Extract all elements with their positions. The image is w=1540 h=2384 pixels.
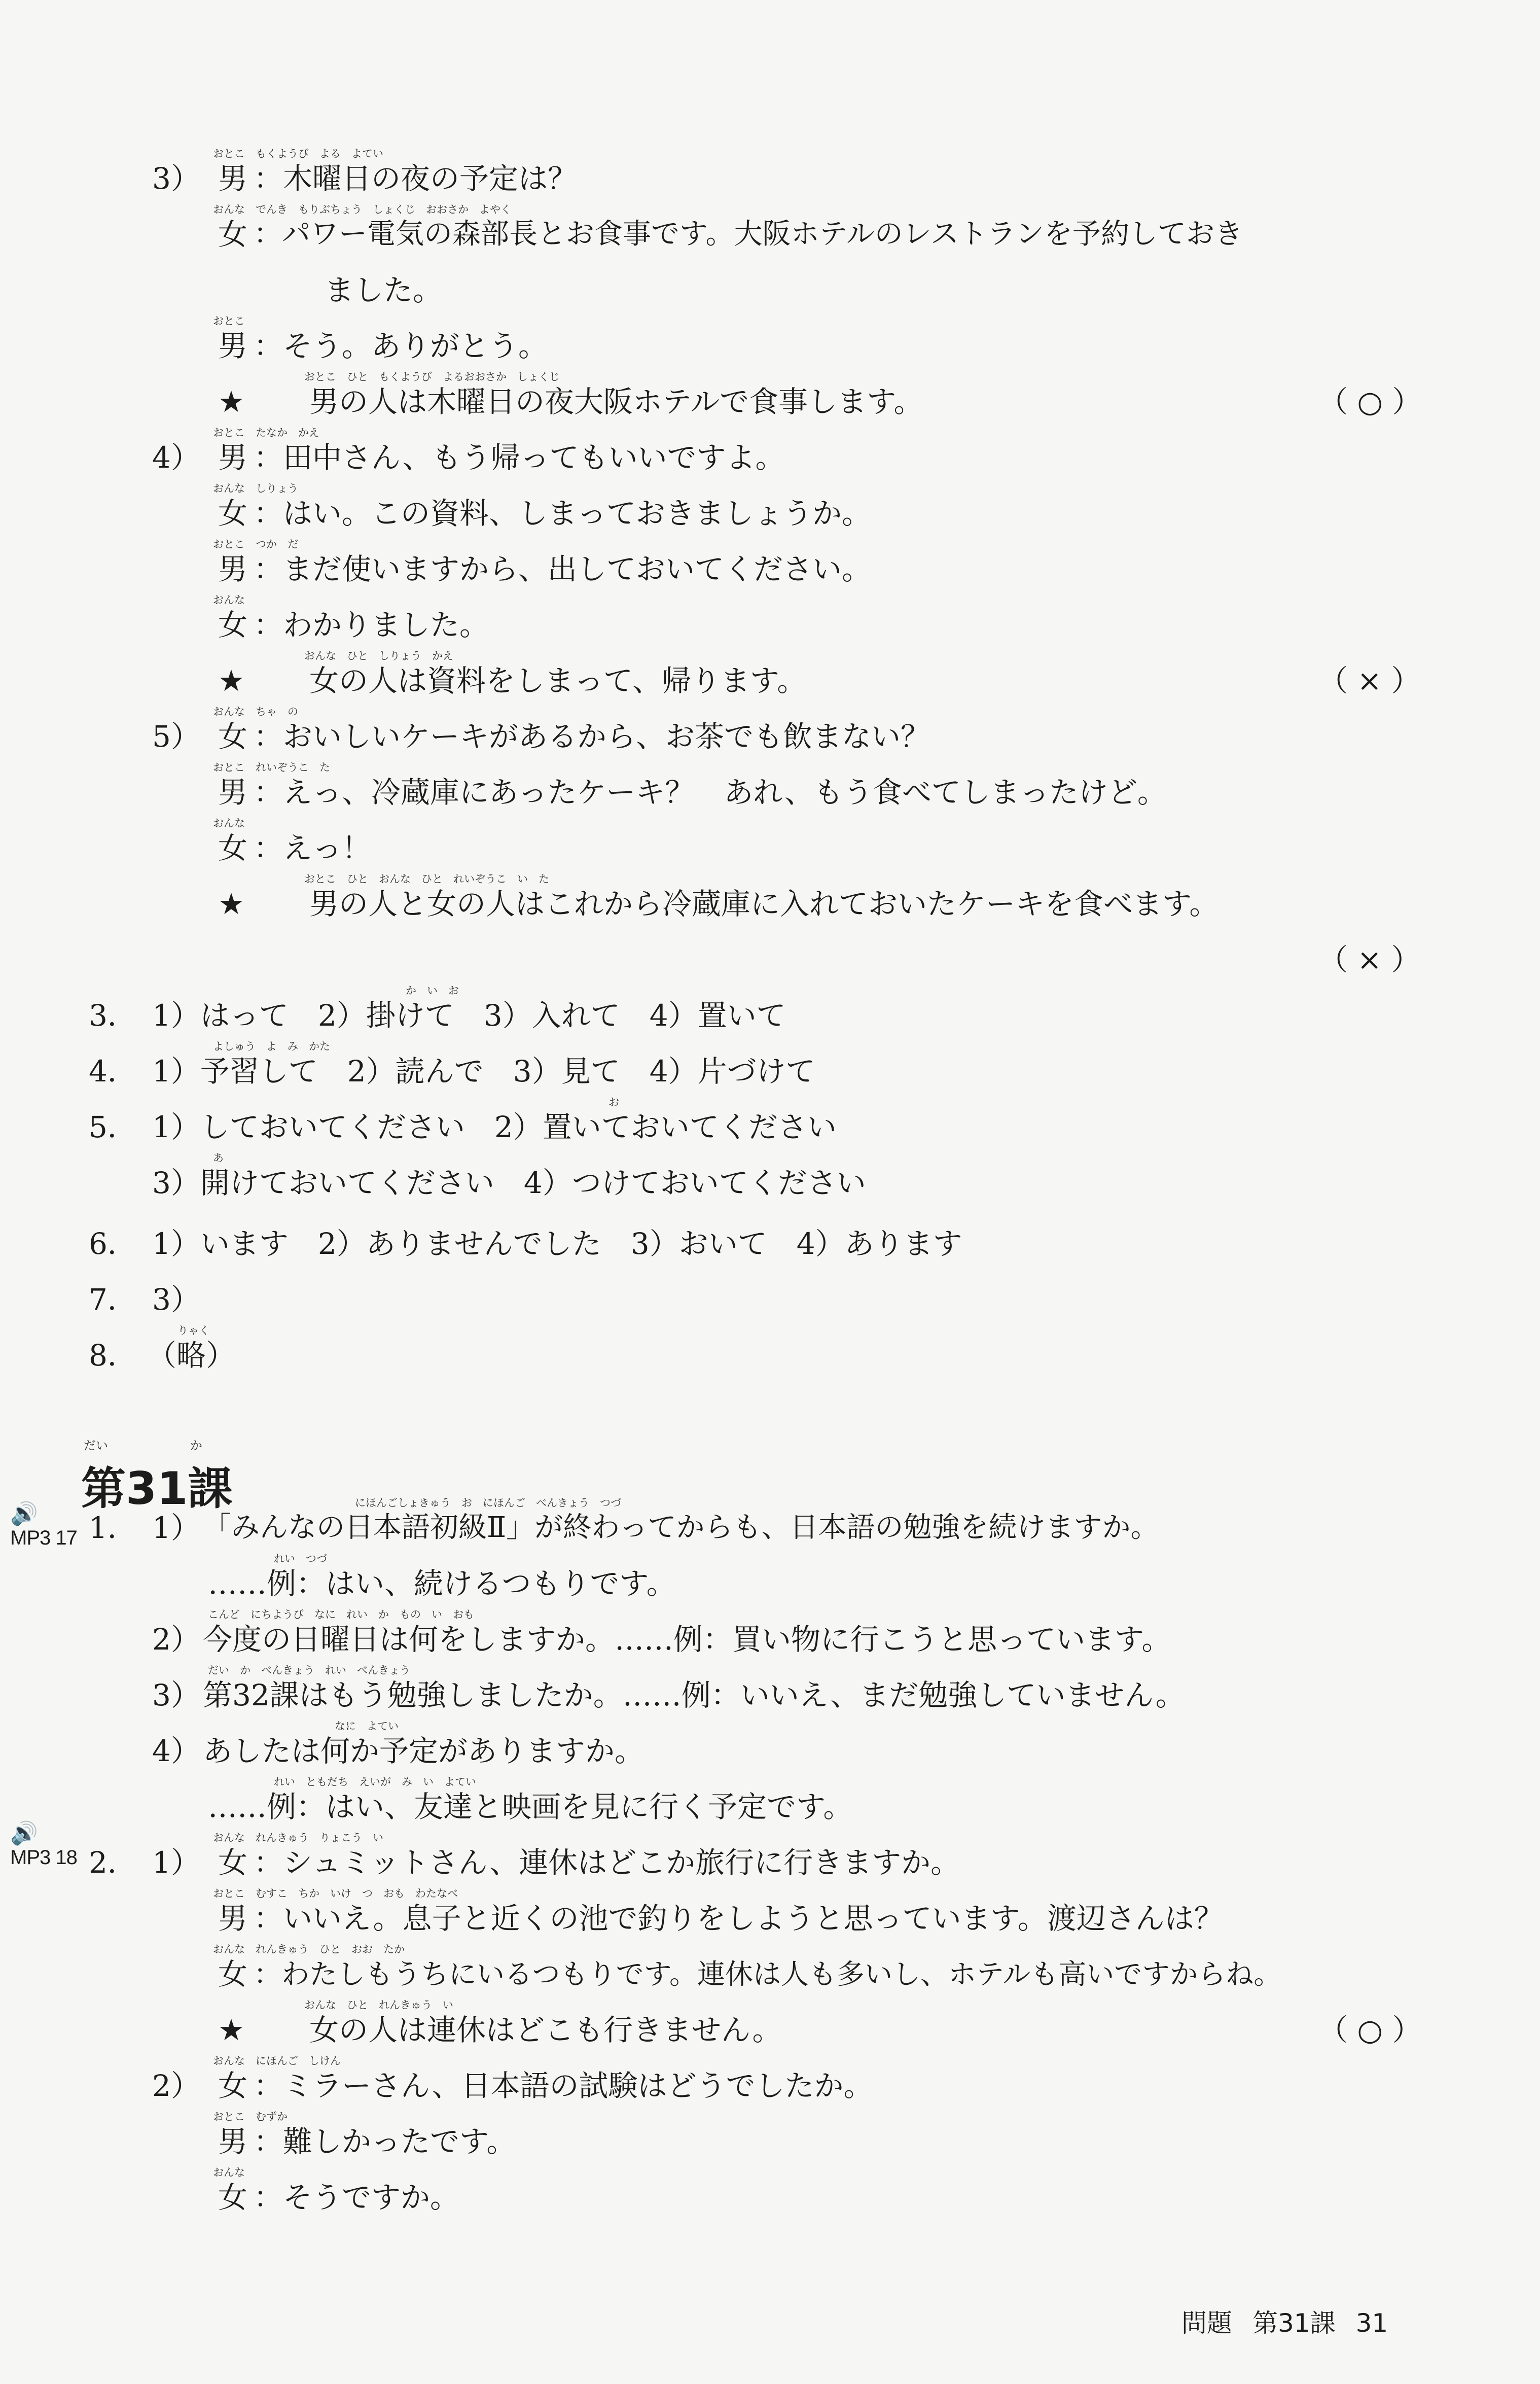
furigana: よしゅう よ み かた [213,1040,330,1053]
sub-number: 2） [152,2069,200,2103]
question-line: 「みんなの日本語初級Ⅱ」が終わってからも、日本語の勉強を続けますか。 [203,1511,1159,1544]
dialogue-line: ：まだ使いますから、出しておいてください。 [254,552,872,586]
verdict-circle: （ ○ ） [1318,384,1422,419]
furigana: か い お [406,985,459,997]
star-icon: ★ [218,663,244,698]
speaker-label: 男 [218,161,248,196]
answer-number: 6． [89,1226,137,1261]
answer-line: 1）予習して 2）読んで 3）見て 4）片づけて [152,1054,815,1089]
item-number: 5） [152,719,200,754]
speaker-label: 男 [218,440,248,475]
speaker-label: 女 [218,608,248,642]
lesson-furigana: か [190,1439,202,1453]
dialogue-line: ：田中さん、もう帰ってもいいですよ。 [254,440,785,475]
dialogue-line: ：わかりました。 [254,608,489,642]
speaker-icon: 🔊 [10,1821,38,1846]
speaker-label: 男 [218,775,248,810]
furigana: にほんごしょきゅう お にほんご べんきょう つづ [355,1497,621,1509]
statement: 女の人は資料をしまって、帰ります。 [309,663,807,698]
furigana: おんな しりょう [213,482,298,495]
example-answer: ……例：はい、続けるつもりです。 [208,1566,676,1601]
dialogue-line: ：パワー電気の森部長とお食事です。大阪ホテルのレストランを予約しておき [254,218,1243,251]
star-icon: ★ [218,887,244,921]
question-number: 1． [89,1511,137,1545]
answer-line: 1）はって 2）掛けて 3）入れて 4）置いて [152,998,786,1033]
furigana: おんな [213,2166,245,2179]
sub-number: 2） [152,1622,200,1657]
question-line: 第32課はもう勉強しましたか。……例：いいえ、まだ勉強していません。 [203,1678,1185,1712]
furigana: おとこ たなか かえ [213,427,319,439]
speaker-label: 女 [218,2069,248,2103]
dialogue-line: ：そうですか。 [254,2180,460,2215]
answer-line: 3）開けておいてください 4）つけておいてください [152,1166,866,1200]
furigana: おとこ むすこ ちか いけ つ おも わたなべ [213,1887,458,1900]
footer-label: 問題 [1181,2308,1232,2338]
dialogue-line: ：シュミットさん、連休はどこか旅行に行きますか。 [254,1845,960,1880]
furigana: おんな ひと れんきゅう い [304,1999,453,2011]
furigana: りゃく [177,1324,209,1337]
furigana: おとこ むずか [213,2111,288,2123]
furigana: おんな [213,817,245,829]
speaker-label: 女 [218,2180,248,2215]
answer-line: 3） [152,1282,200,1317]
question-line: あしたは何か予定がありますか。 [203,1734,644,1768]
furigana: れい つづ [274,1553,327,1565]
furigana: だい か べんきょう れい べんきょう [208,1664,410,1676]
answer-number: 5． [89,1110,137,1144]
furigana: おんな ちゃ の [213,706,298,718]
page-number: 31 [1355,2308,1388,2338]
furigana: おとこ ひと おんな ひと れいぞうこ い た [304,873,549,885]
dialogue-line: ：わたしもうちにいるつもりです。連休は人も多いし、ホテルも高いですからね。 [254,1958,1282,1990]
speaker-icon: 🔊 [10,1501,38,1526]
dialogue-line: ：いいえ。息子と近くの池で釣りをしようと思っています。渡辺さんは？ [254,1901,1224,1936]
answer-number: 8． [89,1338,137,1373]
statement: 男の人は木曜日の夜大阪ホテルで食事します。 [309,384,923,419]
furigana: おんな れんきゅう りょこう い [213,1832,383,1844]
item-number: 3） [152,161,200,196]
speaker-label: 女 [218,719,248,754]
dialogue-line: ：おいしいケーキがあるから、お茶でも飲まない？ [254,719,930,754]
speaker-label: 男 [218,552,248,586]
answer-line: 1）います 2）ありませんでした 3）おいて 4）あります [152,1226,962,1261]
dialogue-continuation: ました。 [325,273,443,307]
sub-number: 1） [152,1511,200,1545]
dialogue-line: ：えっ、冷蔵庫にあったケーキ？ あれ、もう食べてしまったけど。 [254,775,1167,810]
furigana: おんな [213,594,245,606]
furigana: れい ともだち えいが み い よてい [274,1776,476,1788]
dialogue-line: ：はい。この資料、しまっておきましょうか。 [254,496,872,531]
star-icon: ★ [218,384,244,419]
item-number: 4） [152,440,200,475]
furigana: おとこ ひと もくようび よるおおさか しょくじ [304,371,560,383]
speaker-label: 女 [218,831,248,865]
furigana: こんど にちようび なに れい か もの い おも [208,1608,474,1621]
speaker-label: 女 [218,1845,248,1880]
audio-label: MP3 17 [10,1527,77,1549]
furigana: おとこ れいぞうこ た [213,761,330,774]
example-answer: ……例：はい、友達と映画を見に行く予定です。 [208,1790,853,1824]
answer-number: 7． [89,1282,137,1317]
audio-label: MP3 18 [10,1846,77,1869]
speaker-label: 女 [218,496,248,531]
verdict-circle: （ ○ ） [1318,2013,1422,2047]
speaker-label: 女 [218,217,248,252]
footer-lesson: 第31課 [1252,2308,1336,2338]
verdict-cross: （ × ） [1318,663,1421,698]
furigana: おとこ もくようび よる よてい [213,148,383,160]
audio-track-18[interactable] [10,1821,77,1869]
dialogue-line: ：ミラーさん、日本語の試験はどうでしたか。 [254,2069,873,2103]
answer-line: （略） [147,1338,236,1373]
speaker-label: 男 [218,1901,248,1936]
question-number: 2． [89,1845,137,1880]
dialogue-line: ：木曜日の夜の予定は？ [254,161,578,196]
audio-track-17[interactable] [10,1501,77,1549]
page-footer [1181,2303,1388,2339]
answer-number: 3． [89,998,137,1033]
furigana: なに よてい [335,1720,399,1732]
furigana: おとこ [213,315,245,327]
furigana: おとこ つか だ [213,538,298,550]
speaker-label: 男 [218,329,248,363]
sub-number: 4） [152,1734,200,1768]
dialogue-line: ：そう。ありがとう。 [254,329,548,363]
dialogue-line: ：難しかったです。 [254,2124,516,2159]
answer-line: 1）しておいてください 2）置いておいてください [152,1110,837,1144]
furigana: おんな れんきゅう ひと おお たか [213,1943,405,1955]
lesson-title: 第31課 [81,1462,233,1515]
statement: 女の人は連休はどこも行きません。 [309,2013,782,2047]
speaker-label: 男 [218,2124,248,2159]
furigana: あ [213,1152,224,1164]
sub-number: 1） [152,1845,200,1880]
dialogue-line: ：えっ！ [254,831,372,865]
verdict-cross: （ × ） [1318,942,1421,977]
star-icon: ★ [218,2013,244,2047]
question-line: 今度の日曜日は何をしますか。……例：買い物に行こうと思っています。 [203,1622,1171,1657]
furigana: おんな にほんご しけん [213,2055,341,2067]
furigana: おんな でんき もりぶちょう しょくじ おおさか よやく [213,203,511,216]
statement: 男の人と女の人はこれから冷蔵庫に入れておいたケーキを食べます。 [309,887,1219,921]
speaker-label: 女 [218,1957,248,1991]
furigana: おんな ひと しりょう かえ [304,650,453,662]
sub-number: 3） [152,1678,200,1712]
answer-number: 4． [89,1054,137,1089]
furigana: お [608,1096,619,1108]
lesson-furigana: だい [84,1439,108,1453]
